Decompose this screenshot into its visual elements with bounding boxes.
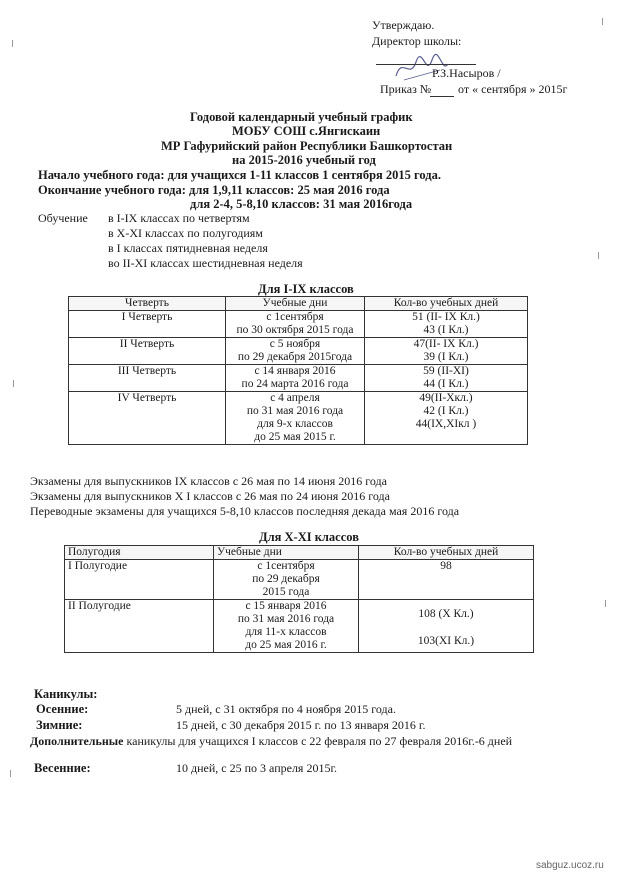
row-name: III Четверть <box>69 365 226 392</box>
count-line: 39 (I Кл.) <box>423 351 469 363</box>
count-line: 98 <box>440 560 452 572</box>
row-days <box>226 338 365 365</box>
col-header: Учебные дни <box>214 546 359 560</box>
table-row <box>69 311 528 338</box>
signature-line <box>376 64 476 65</box>
count-line: 103(XI Кл.) <box>417 635 475 647</box>
col-header: Учебные дни <box>226 297 365 311</box>
exam-line: Экзамены для выпускников X I классов с 26 мая по 24 июня 2016 года <box>30 489 390 503</box>
days-line: по 31 мая 2016 года <box>237 613 335 625</box>
title-line2: МОБУ СОШ с.Янгискаин <box>232 124 381 138</box>
approval-signer: Р.З.Насыров / <box>432 66 501 80</box>
table-row <box>65 560 534 600</box>
year-end-1: Окончание учебного года: для 1,9,11 классов: 25 мая 2016 года <box>38 183 390 197</box>
row-name: II Полугодие <box>65 600 214 653</box>
days-line: с 14 января 2016 <box>254 365 336 377</box>
row-count <box>365 392 528 445</box>
days-line: с 1сентября <box>266 311 324 323</box>
table-row <box>69 392 528 445</box>
scan-mark <box>602 18 603 25</box>
autumn-label: Осенние: <box>36 702 89 716</box>
row-count <box>359 600 534 653</box>
count-line: 51 (II- IX Кл.) <box>412 311 480 323</box>
count-line: 47(II- IX Кл.) <box>413 338 479 350</box>
table-quarters <box>68 296 528 445</box>
extra-holidays <box>30 734 512 749</box>
table-row <box>69 365 528 392</box>
spring-text: 10 дней, с 25 по 3 апреля 2015г. <box>176 761 338 775</box>
days-line: для 9-х классов <box>257 418 333 430</box>
days-line: с 4 апреля <box>270 392 320 404</box>
spring-label: Весенние: <box>34 761 91 775</box>
days-line: до 25 мая 2016 г. <box>245 639 327 651</box>
approval-line2: Директор школы: <box>372 34 462 48</box>
winter-text: 15 дней, с 30 декабря 2015 г. по 13 января 2016 г. <box>176 718 426 732</box>
days-line: по 29 декабря 2015года <box>237 351 353 363</box>
holidays-title: Каникулы: <box>34 687 98 701</box>
row-name: II Четверть <box>69 338 226 365</box>
days-line: по 31 мая 2016 года <box>246 405 344 417</box>
count-line: 44 (I Кл.) <box>423 378 469 390</box>
days-line: по 29 декабря <box>252 573 320 585</box>
row-count <box>365 311 528 338</box>
table-semesters <box>64 545 534 653</box>
table2-caption: Для X-XI классов <box>259 530 359 544</box>
col-header: Кол-во учебных дней <box>365 297 528 311</box>
row-days <box>214 600 359 653</box>
row-days <box>214 560 359 600</box>
exam-line: Экзамены для выпускников IX классов с 26 мая по 14 июня 2016 года <box>30 474 387 488</box>
study-line: во II-XI классах шестидневная неделя <box>108 256 303 270</box>
days-line: по 30 октября 2015 года <box>236 324 354 336</box>
study-line: в I классах пятидневная неделя <box>108 241 268 255</box>
days-line: с 15 января 2016 <box>245 600 327 612</box>
watermark: sabguz.ucoz.ru <box>536 860 604 871</box>
row-count <box>359 560 534 600</box>
row-days <box>226 365 365 392</box>
exam-line: Переводные экзамены для учащихся 5-8,10 классов последняя декада мая 2016 года <box>30 504 460 518</box>
year-end-2: для 2-4, 5-8,10 классов: 31 мая 2016года <box>190 197 413 211</box>
count-line: 42 (I Кл.) <box>423 405 469 417</box>
scan-mark <box>10 770 11 777</box>
count-line: 49(II-Xкл.) <box>419 392 473 404</box>
study-line: в I-IX классах по четвертям <box>108 211 250 225</box>
table1-caption: Для I-IX классов <box>258 282 354 296</box>
row-name: I Полугодие <box>65 560 214 600</box>
days-line: с 5 ноября <box>269 338 321 350</box>
autumn-text: 5 дней, с 31 октября по 4 ноября 2015 года. <box>176 702 396 716</box>
col-header: Кол-во учебных дней <box>359 546 534 560</box>
count-line: 59 (II-XI) <box>423 365 469 377</box>
extra-text: каникулы для учащихся I классов с 22 февраля по 27 февраля 2016г.-6 дней <box>123 734 513 748</box>
days-line: до 25 мая 2015 г. <box>254 431 336 443</box>
row-days <box>226 311 365 338</box>
year-start: Начало учебного года: для учащихся 1-11 классов 1 сентября 2015 года. <box>38 168 441 182</box>
approval-order-prefix: Приказ № <box>380 82 432 96</box>
row-count <box>365 338 528 365</box>
count-line: 43 (I Кл.) <box>423 324 469 336</box>
approval-order-suffix: от « сентября » 2015г <box>458 82 568 96</box>
extra-bold: Дополнительные <box>30 734 124 748</box>
table-row <box>69 338 528 365</box>
col-header: Полугодия <box>65 546 214 560</box>
order-number-line <box>430 96 454 97</box>
scan-mark <box>12 40 13 47</box>
table-row <box>65 600 534 653</box>
row-count <box>365 365 528 392</box>
title-line3: МР Гафурийский район Республики Башкортостан <box>161 139 453 153</box>
days-line: 2015 года <box>262 586 310 598</box>
row-name: IV Четверть <box>69 392 226 445</box>
scan-mark <box>13 380 14 387</box>
days-line: по 24 марта 2016 года <box>241 378 349 390</box>
study-line: в X-XI классах по полугодиям <box>108 226 263 240</box>
scan-mark <box>605 600 606 607</box>
approval-line1: Утверждаю. <box>372 18 435 32</box>
study-label: Обучение <box>38 211 88 225</box>
title-line1: Годовой календарный учебный график <box>190 110 413 124</box>
row-days <box>226 392 365 445</box>
row-name: I Четверть <box>69 311 226 338</box>
scan-mark <box>598 252 599 259</box>
count-line: 108 (X Кл.) <box>418 608 474 620</box>
days-line: для 11-х классов <box>245 626 327 638</box>
count-line: 44(IX,XIкл ) <box>415 418 477 430</box>
title-line4: на 2015-2016 учебный год <box>232 153 376 167</box>
col-header: Четверть <box>69 297 226 311</box>
winter-label: Зимние: <box>36 718 83 732</box>
days-line: с 1сентября <box>257 560 315 572</box>
